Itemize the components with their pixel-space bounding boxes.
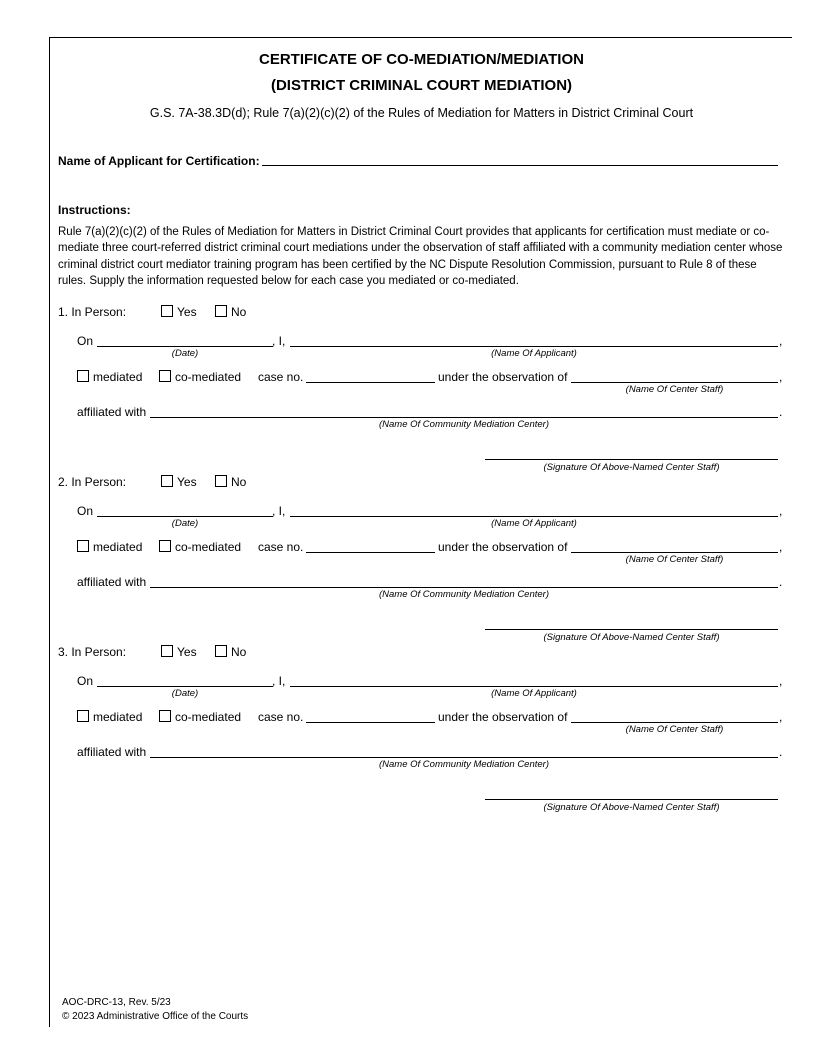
date-field[interactable] (97, 686, 273, 687)
applicant-name-line[interactable] (290, 516, 778, 517)
date-field[interactable] (97, 346, 273, 347)
comma: , (779, 540, 783, 554)
applicant-caption: (Name Of Applicant) (491, 348, 577, 359)
mediated-checkbox[interactable] (77, 370, 89, 382)
date-caption: (Date) (171, 688, 199, 699)
co-mediated-label: co-mediated (175, 540, 242, 554)
case-number-field[interactable] (306, 722, 435, 723)
staff-caption: (Name Of Center Staff) (625, 554, 724, 565)
case-no-label: case no. (258, 710, 304, 724)
yes-checkbox[interactable] (161, 305, 173, 317)
observation-label: under the observation of (438, 370, 568, 384)
signature-field[interactable] (485, 629, 778, 630)
co-mediated-checkbox[interactable] (159, 540, 171, 552)
i-label: , I, (272, 674, 286, 688)
case-number-field[interactable] (306, 552, 435, 553)
center-staff-field[interactable] (571, 552, 778, 553)
no-label: No (231, 645, 247, 659)
comma: , (779, 334, 783, 348)
no-checkbox[interactable] (215, 645, 227, 657)
co-mediated-checkbox[interactable] (159, 370, 171, 382)
in-person-label: 2. In Person: (58, 475, 127, 489)
no-checkbox[interactable] (215, 475, 227, 487)
date-field[interactable] (97, 516, 273, 517)
case-no-label: case no. (258, 540, 304, 554)
mediation-center-field[interactable] (150, 417, 778, 418)
page-frame-top (49, 37, 792, 38)
signature-caption: (Signature Of Above-Named Center Staff) (543, 462, 720, 473)
applicant-name-line[interactable] (290, 346, 778, 347)
i-label: , I, (272, 504, 286, 518)
on-label: On (77, 334, 94, 348)
comma: , (779, 504, 783, 518)
page-frame-left (49, 37, 50, 1027)
no-checkbox[interactable] (215, 305, 227, 317)
mediated-label: mediated (93, 540, 143, 554)
period: . (779, 405, 783, 419)
no-label: No (231, 305, 247, 319)
comma: , (779, 674, 783, 688)
staff-caption: (Name Of Center Staff) (625, 384, 724, 395)
yes-label: Yes (177, 645, 197, 659)
mediated-label: mediated (93, 710, 143, 724)
yes-checkbox[interactable] (161, 475, 173, 487)
applicant-caption: (Name Of Applicant) (491, 518, 577, 529)
observation-label: under the observation of (438, 540, 568, 554)
date-caption: (Date) (171, 348, 199, 359)
comma: , (779, 710, 783, 724)
center-caption: (Name Of Community Mediation Center) (379, 759, 549, 770)
period: . (779, 745, 783, 759)
mediated-checkbox[interactable] (77, 540, 89, 552)
center-staff-field[interactable] (571, 722, 778, 723)
observation-label: under the observation of (438, 710, 568, 724)
form-id: AOC-DRC-13, Rev. 5/23 (62, 997, 171, 1008)
co-mediated-label: co-mediated (175, 710, 242, 724)
applicant-label: Name of Applicant for Certification: (58, 154, 260, 168)
signature-field[interactable] (485, 799, 778, 800)
staff-caption: (Name Of Center Staff) (625, 724, 724, 735)
form-citation: G.S. 7A-38.3D(d); Rule 7(a)(2)(c)(2) of the Rules of Mediation for Matters in District Criminal Court (149, 106, 694, 120)
copyright: © 2023 Administrative Office of the Courts (62, 1011, 249, 1022)
period: . (779, 575, 783, 589)
mediated-checkbox[interactable] (77, 710, 89, 722)
applicant-name-field[interactable] (262, 165, 778, 166)
comma: , (779, 370, 783, 384)
case-no-label: case no. (258, 370, 304, 384)
mediated-label: mediated (93, 370, 143, 384)
in-person-label: 1. In Person: (58, 305, 127, 319)
form-subtitle: (DISTRICT CRIMINAL COURT MEDIATION) (270, 77, 573, 94)
form-title: CERTIFICATE OF CO-MEDIATION/MEDIATION (259, 51, 584, 68)
center-caption: (Name Of Community Mediation Center) (379, 419, 549, 430)
center-staff-field[interactable] (571, 382, 778, 383)
affiliated-label: affiliated with (77, 405, 147, 419)
co-mediated-checkbox[interactable] (159, 710, 171, 722)
yes-checkbox[interactable] (161, 645, 173, 657)
instructions-heading: Instructions: (58, 203, 131, 217)
on-label: On (77, 674, 94, 688)
signature-field[interactable] (485, 459, 778, 460)
no-label: No (231, 475, 247, 489)
signature-caption: (Signature Of Above-Named Center Staff) (543, 802, 720, 813)
applicant-name-line[interactable] (290, 686, 778, 687)
affiliated-label: affiliated with (77, 745, 147, 759)
instructions-text: Rule 7(a)(2)(c)(2) of the Rules of Mediation for Matters in District Criminal Court provides that applicants for certification must mediate or co-mediate three court-referred district criminal court mediations under the observation of staff affiliated with a community mediation center whose criminal district court mediator training program has been certified by the NC Dispute Resolution Commission, pursuant to Rule 8 of these rules. Supply the information requested below for each case you mediated or co-mediated. (58, 226, 783, 288)
on-label: On (77, 504, 94, 518)
co-mediated-label: co-mediated (175, 370, 242, 384)
mediation-center-field[interactable] (150, 757, 778, 758)
mediation-center-field[interactable] (150, 587, 778, 588)
yes-label: Yes (177, 305, 197, 319)
date-caption: (Date) (171, 518, 199, 529)
yes-label: Yes (177, 475, 197, 489)
i-label: , I, (272, 334, 286, 348)
applicant-caption: (Name Of Applicant) (491, 688, 577, 699)
center-caption: (Name Of Community Mediation Center) (379, 589, 549, 600)
case-number-field[interactable] (306, 382, 435, 383)
signature-caption: (Signature Of Above-Named Center Staff) (543, 632, 720, 643)
in-person-label: 3. In Person: (58, 645, 127, 659)
affiliated-label: affiliated with (77, 575, 147, 589)
